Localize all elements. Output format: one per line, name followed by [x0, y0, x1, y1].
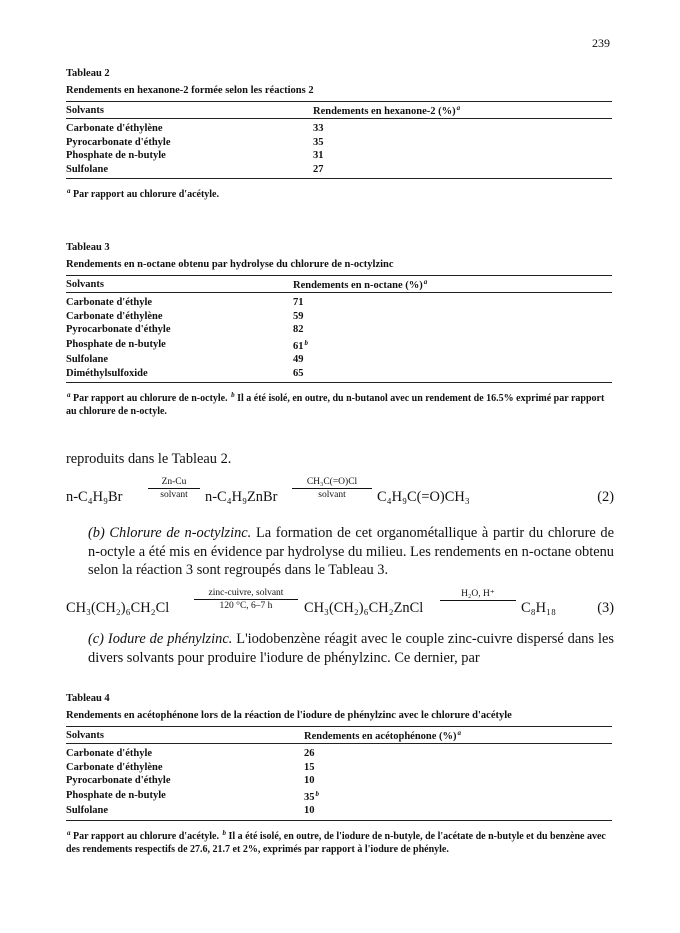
- table-cell-rendement: 59: [293, 310, 304, 322]
- arrow-label-above: zinc-cuivre, solvant: [194, 588, 298, 600]
- table-2-label: Tableau 2: [66, 68, 110, 79]
- table-3-header-rendements-text: Rendements en n-octane (%): [293, 280, 423, 291]
- footnote-text: Il a été isolé, en outre, de l'iodure de n-butyle, de l'acétate de n-butyle et du benzène avec des rendements respectifs de 27.6, 21.7 et 2%, exprimés par rapport à l'iodure de phényle.: [66, 830, 606, 855]
- equation-2-arrow-2: [292, 477, 372, 500]
- table-row: [66, 163, 612, 179]
- arrow-label-above: H₂O, H⁺: [440, 588, 516, 601]
- table-cell-rendement: 10: [304, 804, 612, 820]
- table-4-header-solvants: Solvants: [66, 727, 304, 744]
- equation-3-number: (3): [597, 600, 614, 616]
- table-cell-solvant: Carbonate d'éthylène: [66, 761, 163, 773]
- paragraph-3: [66, 630, 614, 667]
- table-cell-rendement: [304, 788, 612, 805]
- rendement-value: 61: [293, 340, 304, 352]
- table-2-header-rendements-text: Rendements en hexanone-2 (%): [313, 106, 456, 117]
- table-cell-solvant: Carbonate d'éthyle: [66, 297, 153, 308]
- table-3-header-solvants: Solvants: [66, 276, 293, 293]
- table-row: [66, 293, 612, 310]
- paragraph-2-body: [66, 524, 614, 580]
- table-4-caption: Rendements en acétophénone lors de la réaction de l'iodure de phénylzinc avec le chlorure d'acétyle: [66, 710, 512, 721]
- table-2-header-row: [66, 102, 612, 119]
- table-cell-solvant: Sulfolane: [66, 804, 304, 820]
- table-cell-rendement: 15: [304, 761, 315, 773]
- equation-2-product: C₄H₉C(=O)CH₃: [377, 489, 470, 505]
- table-cell-rendement: [293, 337, 612, 354]
- table-4: [66, 693, 612, 856]
- table-row: [66, 323, 612, 337]
- arrow-label-below: solvant: [160, 490, 188, 500]
- table-2-footnote: [66, 185, 612, 201]
- table-3-label: Tableau 3: [66, 242, 110, 253]
- footnote-text: Il a été isolé, en outre, du n-butanol avec un rendement de 16.5% exprimé par rapport au chlorure de n-octyle.: [66, 393, 605, 417]
- table-4-header-note: a: [457, 729, 462, 737]
- equation-3-product: C₈H₁₈: [521, 600, 557, 616]
- arrow-label-below: solvant: [318, 490, 346, 500]
- table-4-header-row: [66, 727, 612, 744]
- equation-2: [66, 477, 614, 511]
- arrow-label-above: CH₃C(=O)Cl: [292, 477, 372, 489]
- rendement-value: 35: [304, 791, 315, 803]
- equation-3: [66, 588, 614, 622]
- table-cell-rendement: 49: [293, 354, 304, 365]
- paragraph-3-text: L'iodobenzène réagit avec le couple zinc-cuivre dispersé dans les divers solvants pour produire l'iodure de phénylzinc. Ce dernier, par: [88, 631, 614, 666]
- table-3-grid: [66, 275, 612, 383]
- table-row: [66, 367, 612, 383]
- table-cell-rendement: 82: [293, 324, 304, 335]
- footnote-mark: a: [67, 828, 71, 837]
- table-cell-solvant: Phosphate de n-butyle: [66, 339, 166, 350]
- table-row: [66, 119, 612, 136]
- equation-3-reactant: CH₃(CH₂)₆CH₂Cl: [66, 600, 170, 616]
- table-2-header-note: a: [456, 104, 461, 112]
- table-2-header-rendements: [313, 102, 612, 119]
- table-cell-solvant: Pyrocarbonate d'éthyle: [66, 775, 171, 786]
- table-3: [66, 242, 612, 418]
- table-row: [66, 788, 612, 805]
- equation-2-arrow-1: [148, 477, 200, 500]
- table-row: [66, 774, 612, 788]
- table-cell-rendement: 71: [293, 297, 304, 308]
- row-note: b: [304, 338, 308, 347]
- table-2-caption: Rendements en hexanone-2 formée selon les réactions 2: [66, 85, 314, 96]
- table-row: [66, 804, 612, 820]
- arrow-label-below: 120 °C, 6–7 h: [219, 601, 273, 611]
- table-4-footnote: [66, 827, 612, 856]
- footnote-mark: a: [67, 187, 71, 195]
- paragraph-3-heading: (c) Iodure de phénylzinc.: [88, 631, 233, 647]
- paragraph-3-body: [66, 630, 614, 667]
- table-cell-solvant: Pyrocarbonate d'éthyle: [66, 324, 171, 335]
- footnote-text: Par rapport au chlorure d'acétyle.: [73, 830, 219, 842]
- paragraph-2-heading: (b) Chlorure de n-octylzinc.: [88, 525, 252, 541]
- table-cell-solvant: Phosphate de n-butyle: [66, 150, 166, 161]
- table-row: [66, 136, 612, 150]
- footnote-mark: b: [231, 391, 235, 399]
- table-cell-rendement: 10: [304, 775, 315, 786]
- table-4-header-rendements: [304, 727, 612, 744]
- table-cell-solvant: Diméthylsulfoxide: [66, 367, 293, 383]
- table-4-label: Tableau 4: [66, 693, 110, 704]
- table-row: [66, 744, 612, 761]
- table-cell-rendement: 33: [313, 123, 324, 134]
- table-cell-rendement: 65: [293, 367, 612, 383]
- footnote-text: Par rapport au chlorure de n-octyle.: [73, 393, 228, 404]
- equation-3-arrow-2: [440, 588, 516, 602]
- table-3-header-rendements: [293, 276, 612, 293]
- footnote-text: Par rapport au chlorure d'acétyle.: [73, 189, 219, 200]
- table-cell-solvant: Sulfolane: [66, 354, 109, 365]
- equation-2-reactant: n-C₄H₉Br: [66, 489, 123, 505]
- table-4-header-rendements-text: Rendements en acétophénone (%): [304, 731, 457, 742]
- table-cell-solvant: Pyrocarbonate d'éthyle: [66, 136, 171, 148]
- equation-3-intermediate: CH₃(CH₂)₆CH₂ZnCl: [304, 600, 424, 616]
- table-2-grid: [66, 101, 612, 179]
- table-cell-rendement: 26: [304, 748, 315, 759]
- table-3-footnote: [66, 389, 612, 418]
- table-3-caption: Rendements en n-octane obtenu par hydrolyse du chlorure de n-octylzinc: [66, 259, 394, 270]
- table-row: [66, 337, 612, 354]
- arrow-label-below: [440, 601, 516, 602]
- table-cell-solvant: Carbonate d'éthylène: [66, 310, 163, 322]
- table-cell-solvant: Carbonate d'éthyle: [66, 748, 153, 759]
- page-number: 239: [592, 36, 610, 50]
- table-cell-solvant: Phosphate de n-butyle: [66, 790, 166, 801]
- table-row: [66, 149, 612, 163]
- table-cell-rendement: 31: [313, 150, 324, 161]
- table-cell-rendement: 35: [313, 136, 324, 148]
- paragraph-2: [66, 524, 614, 580]
- paragraph-2-text: La formation de cet organométallique à partir du chlorure de n-octyle a été mis en évidence par hydrolyse du milieu. Les rendements en n-octane obtenu selon la réaction 3 sont regroupés dans le Tableau 3.: [88, 525, 614, 578]
- footnote-mark: b: [222, 828, 226, 837]
- table-3-header-note: a: [423, 278, 428, 286]
- arrow-label-above: Zn-Cu: [148, 477, 200, 489]
- table-row: [66, 353, 612, 367]
- equation-3-arrow-1: [194, 588, 298, 611]
- table-row: [66, 761, 612, 775]
- table-cell-rendement: 27: [313, 163, 612, 179]
- row-note: b: [315, 789, 319, 798]
- table-3-header-row: [66, 276, 612, 293]
- table-2-header-solvants: Solvants: [66, 102, 313, 119]
- paragraph-1: reproduits dans le Tableau 2.: [66, 451, 232, 467]
- table-cell-solvant: Carbonate d'éthylène: [66, 123, 163, 134]
- equation-2-intermediate: n-C₄H₉ZnBr: [205, 489, 278, 505]
- table-2: [66, 68, 612, 201]
- footnote-mark: a: [67, 391, 71, 399]
- table-cell-solvant: Sulfolane: [66, 163, 313, 179]
- table-row: [66, 310, 612, 324]
- table-4-grid: [66, 726, 612, 821]
- equation-2-number: (2): [597, 489, 614, 505]
